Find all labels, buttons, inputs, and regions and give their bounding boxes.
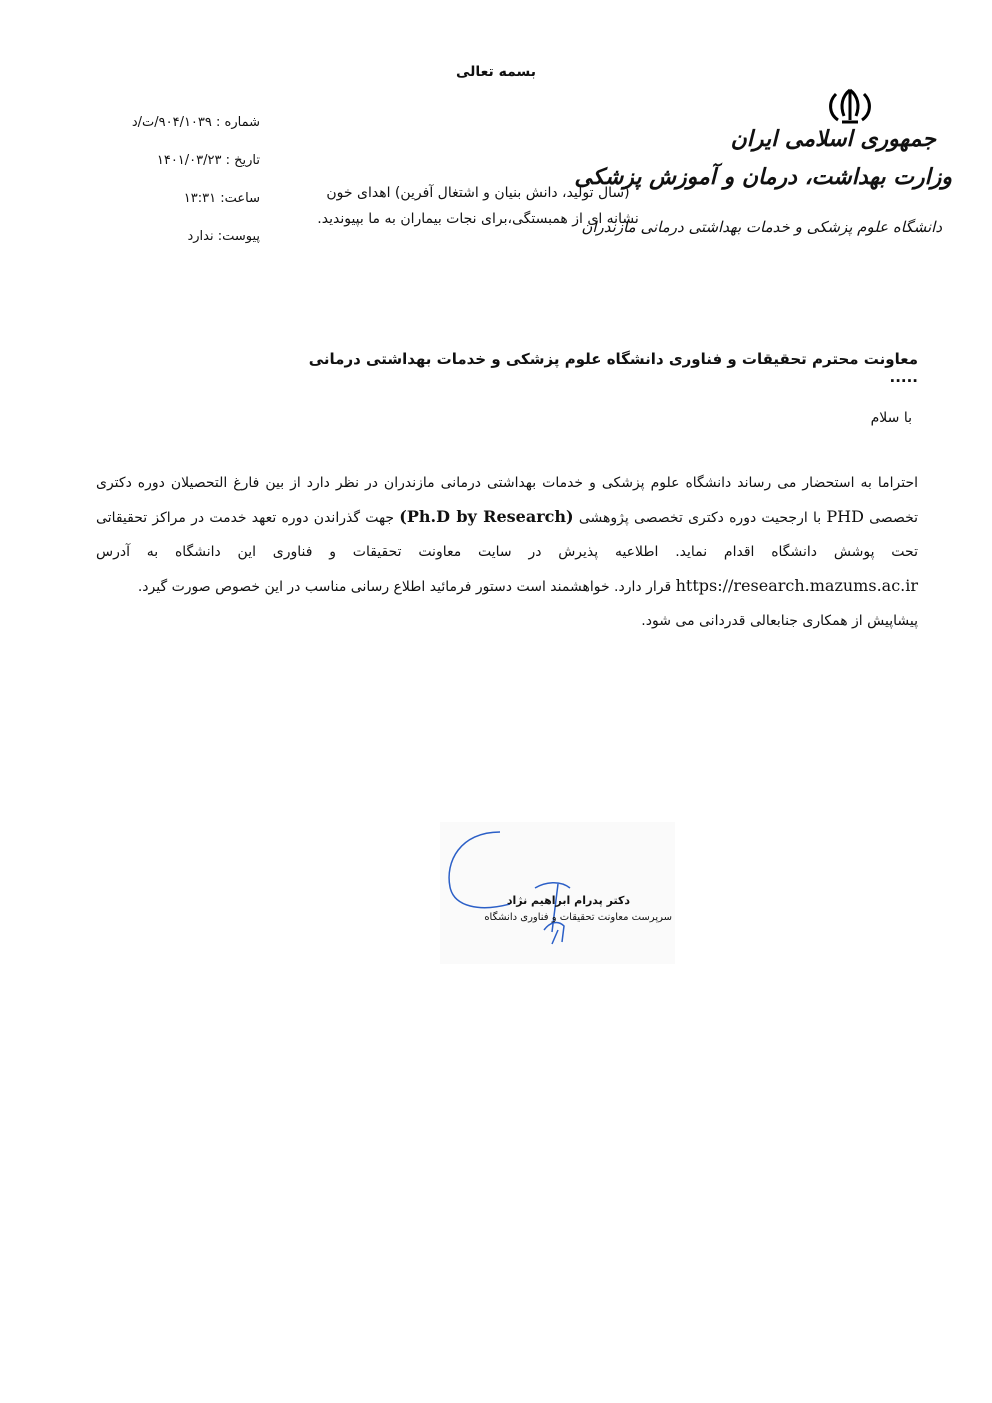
letter-meta [100, 110, 260, 262]
logo-country-text: جمهوری اسلامی ایران [730, 126, 936, 152]
body-part-5: پیشاپیش از همکاری جنابعالی قدردانی می شود. [641, 613, 918, 629]
iran-emblem-icon [820, 86, 880, 126]
slogan-line-1: (سال تولید، دانش بنیان و اشتغال آفرین) اهدای خون [326, 185, 630, 201]
logo-university-text: دانشگاه علوم پزشکی و خدمات بهداشتی درمانی مازندران [581, 218, 942, 236]
ministry-logo [574, 86, 962, 251]
slogan [300, 180, 656, 232]
document-heading: بسمه تعالی [455, 64, 537, 80]
signatory-role: سرپرست معاونت تحقیقات و فناوری دانشگاه [484, 912, 672, 923]
letter-time: ساعت: ۱۳:۳۱ [183, 191, 260, 206]
signatory-name: دکتر پدرام ابراهیم نژاد [506, 894, 630, 907]
phd-term: PHD [826, 507, 864, 526]
body-part-1: احتراما به استحضار می رساند دانشگاه علوم پزشکی و خدمات بهداشتی درمانی مازندران در نظر دارد از بین فارغ التحصیلان دوره دکتری تخصصی [96, 475, 919, 526]
greeting: با سلام [870, 410, 912, 426]
research-url: https://research.mazums.ac.ir [675, 576, 918, 595]
slogan-line-2: نشانه ای از همبستگی،برای نجات بیماران به ما بپیوندید. [317, 211, 639, 227]
signature-block [440, 822, 675, 964]
phd-research-term: (Ph.D by Research) [399, 507, 574, 526]
letter-date: تاریخ : ۱۴۰۱/۰۳/۲۳ [156, 153, 260, 168]
body-part-3: جهت گذراندن دوره تعهد خدمت در مراکز تحقیقاتی تحت پوشش دانشگاه اقدام نماید. اطلاعیه پذیرش در سایت معاونت تحقیقات و فناوری این دانشگاه به آدرس [96, 510, 918, 560]
addressee: معاونت محترم تحقیقات و فناوری دانشگاه علوم پزشکی و خدمات بهداشتی درمانی ..... [308, 350, 918, 386]
body-part-4: قرار دارد. خواهشمند است دستور فرمائید اطلاع رسانی مناسب در این خصوص صورت گیرد. [137, 579, 672, 595]
body-part-2: با ارجحیت دوره دکتری تخصصی پژوهشی [578, 510, 822, 526]
logo-ministry-text: وزارت بهداشت، درمان و آموزش پزشکی [574, 164, 952, 190]
signature-scribble-icon [440, 822, 675, 964]
letter-attachment: پیوست: ندارد [187, 229, 260, 244]
letter-number: شماره : ۹۰۴/۱۰۳۹/ت/د [131, 115, 260, 130]
letter-body [96, 466, 918, 638]
